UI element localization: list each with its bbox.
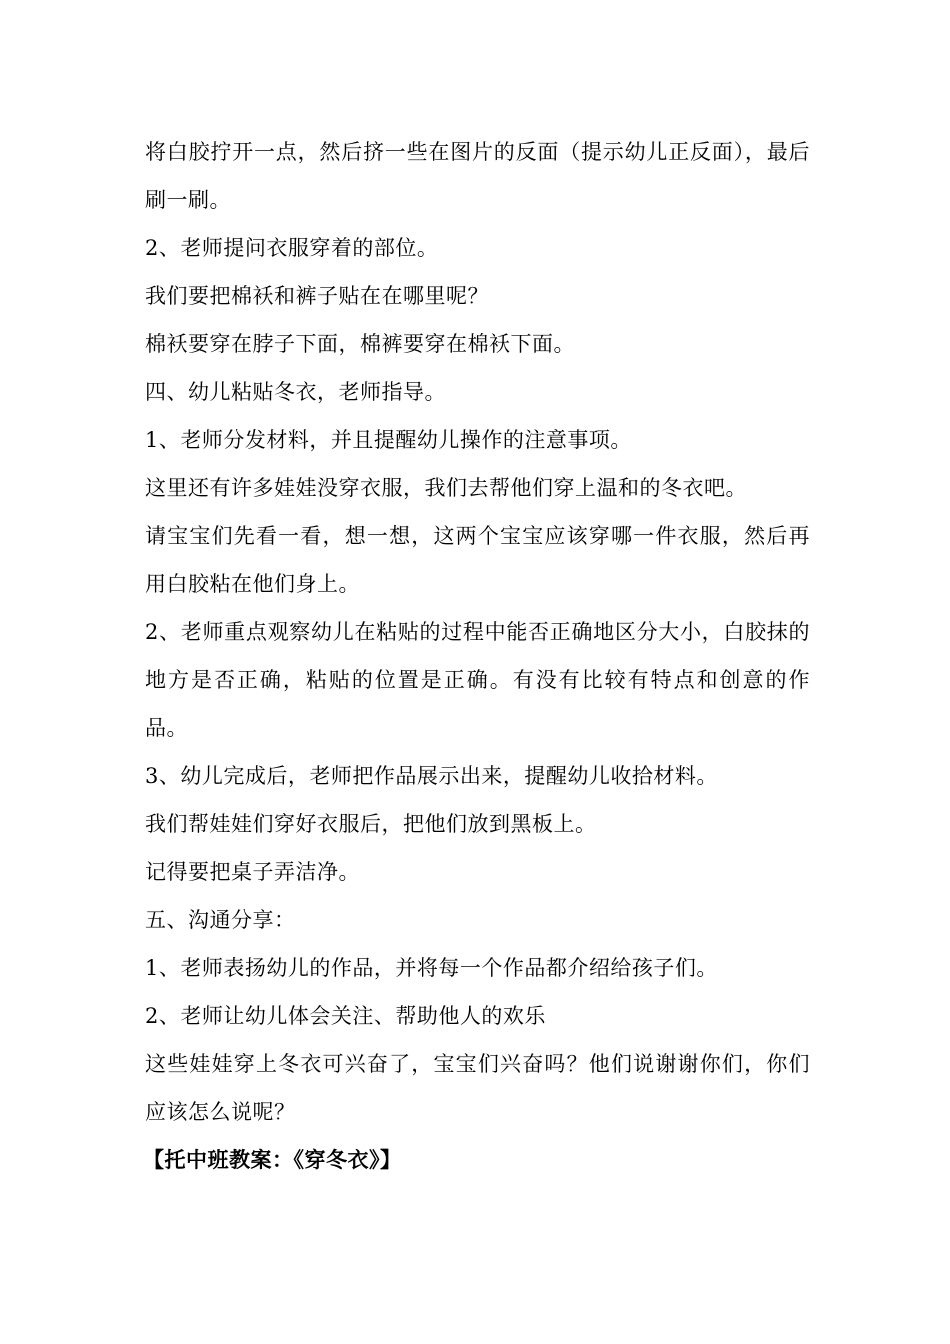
- paragraph-step-2-observe: 2、老师重点观察幼儿在粘贴的过程中能否正确地区分大小，白胶抹的地方是否正确，粘贴的位置是正确。有没有比较有特点和创意的作品。: [145, 620, 810, 740]
- paragraph-coat-placement: 棉袄要穿在脖子下面，棉裤要穿在棉袄下面。: [145, 332, 575, 356]
- paragraph-step-2-joy: 2、老师让幼儿体会关注、帮助他人的欢乐: [145, 1004, 546, 1028]
- section-heading-four: 四、幼儿粘贴冬衣，老师指导。: [145, 380, 446, 404]
- paragraph-step-3-display: 3、幼儿完成后，老师把作品展示出来，提醒幼儿收拾材料。: [145, 764, 718, 788]
- paragraph-step-1-praise: 1、老师表扬幼儿的作品，并将每一个作品都介绍给孩子们。: [145, 956, 718, 980]
- paragraph-put-on-board: 我们帮娃娃们穿好衣服后，把他们放到黑板上。: [145, 812, 597, 836]
- paragraph-dolls-need-clothes: 这里还有许多娃娃没穿衣服，我们去帮他们穿上温和的冬衣吧。: [145, 476, 747, 500]
- paragraph-thank-you: 这些娃娃穿上冬衣可兴奋了，宝宝们兴奋吗？他们说谢谢你们，你们应该怎么说呢？: [145, 1052, 810, 1124]
- paragraph-step-1-materials: 1、老师分发材料，并且提醒幼儿操作的注意事项。: [145, 428, 632, 452]
- document-body: [145, 128, 810, 1184]
- paragraph-look-and-think: 请宝宝们先看一看，想一想，这两个宝宝应该穿哪一件衣服，然后再用白胶粘在他们身上。: [145, 524, 810, 596]
- paragraph-clean-table: 记得要把桌子弄洁净。: [145, 860, 360, 884]
- lesson-plan-title: 【托中班教案：《穿冬衣》】: [143, 1147, 402, 1172]
- section-heading-five: 五、沟通分享：: [145, 908, 296, 932]
- paragraph-where-to-paste: 我们要把棉袄和裤子贴在在哪里呢？: [145, 284, 489, 308]
- paragraph-glue-instruction: 将白胶拧开一点，然后挤一些在图片的反面（提示幼儿正反面），最后刷一刷。: [145, 140, 810, 212]
- paragraph-step-2-question: 2、老师提问衣服穿着的部位。: [145, 236, 439, 260]
